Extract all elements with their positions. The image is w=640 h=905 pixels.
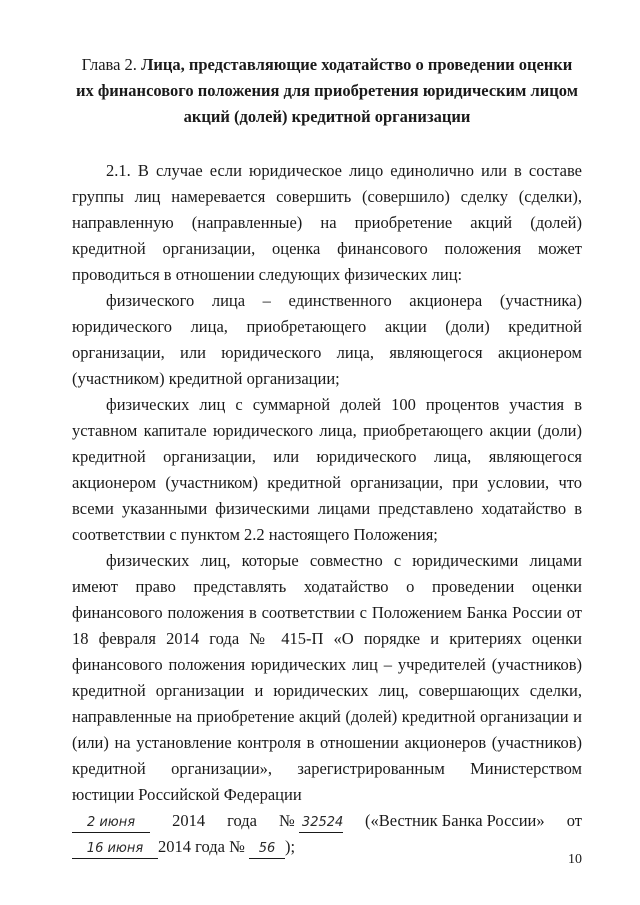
paragraph: физического лица – единственного акционера (участника) юридического лица, приобретающего акции (доли) кредитной организации, или юридического лица, являющегося акционером (участником) кредитной организации; [72,291,582,388]
paragraph: физических лиц с суммарной долей 100 процентов участия в уставном капитале юридического лица, приобретающего акции (доли) кредитной организации, или юридического лица, являющегося акционером (участником) кредитной организации, при условии, что всеми указанными физическими лицами представлено ходатайство в соответствии с пунктом 2.2 настоящего Положения; [72,395,582,544]
publication-year-number: 2014 года № [158,837,245,856]
page-number: 10 [568,852,582,867]
from-word: от [566,811,582,830]
paragraph: 2.1. В случае если юридическое лицо единолично или в составе группы лиц намеревается совершить (совершило) сделку (сделки), направленную (направленные) на приобретение акций (долей) кредитной организации, оценка финансового положения может проводиться в отношении следующих физических лиц: [72,161,582,284]
handwritten-publication-date: 16 июня [72,840,158,859]
handwritten-registration-date: 2 июня [72,814,150,833]
chapter-heading [72,52,582,130]
registration-line [72,808,582,834]
publication-line [72,834,582,860]
paragraph: физических лиц, которые совместно с юридическими лицами имеют право представлять ходатайство о проведении оценки финансового положения в соответствии с Положением Банка России от 18 февраля 2014 года № 415-П «О порядке и критериях оценки финансового положения юридических лиц – учредителей (участников) кредитной организации и юридических лиц, совершающих сделки, направленные на приобретение акций (долей) кредитной организации и (или) на установление контроля в отношении акционеров (участников) кредитной организации», зарегистрированным Министерством юстиции Российской Федерации [72,551,582,804]
registration-number-sign: № [279,811,295,830]
registration-year-word: года [227,811,257,830]
publication-closing: ); [284,837,296,856]
registration-year: 2014 [172,811,206,830]
vestnik-reference: («Вестник Банка России» [364,811,545,830]
document-body [72,158,582,860]
handwritten-registration-number: 32524 [299,814,343,833]
chapter-number: Глава 2. [81,55,137,74]
handwritten-publication-number: 56 [249,840,285,859]
chapter-title: Лица, представляющие ходатайство о проведении оценки их финансового положения для приобретения юридическим лицом акций (долей) кредитной организации [76,55,578,126]
